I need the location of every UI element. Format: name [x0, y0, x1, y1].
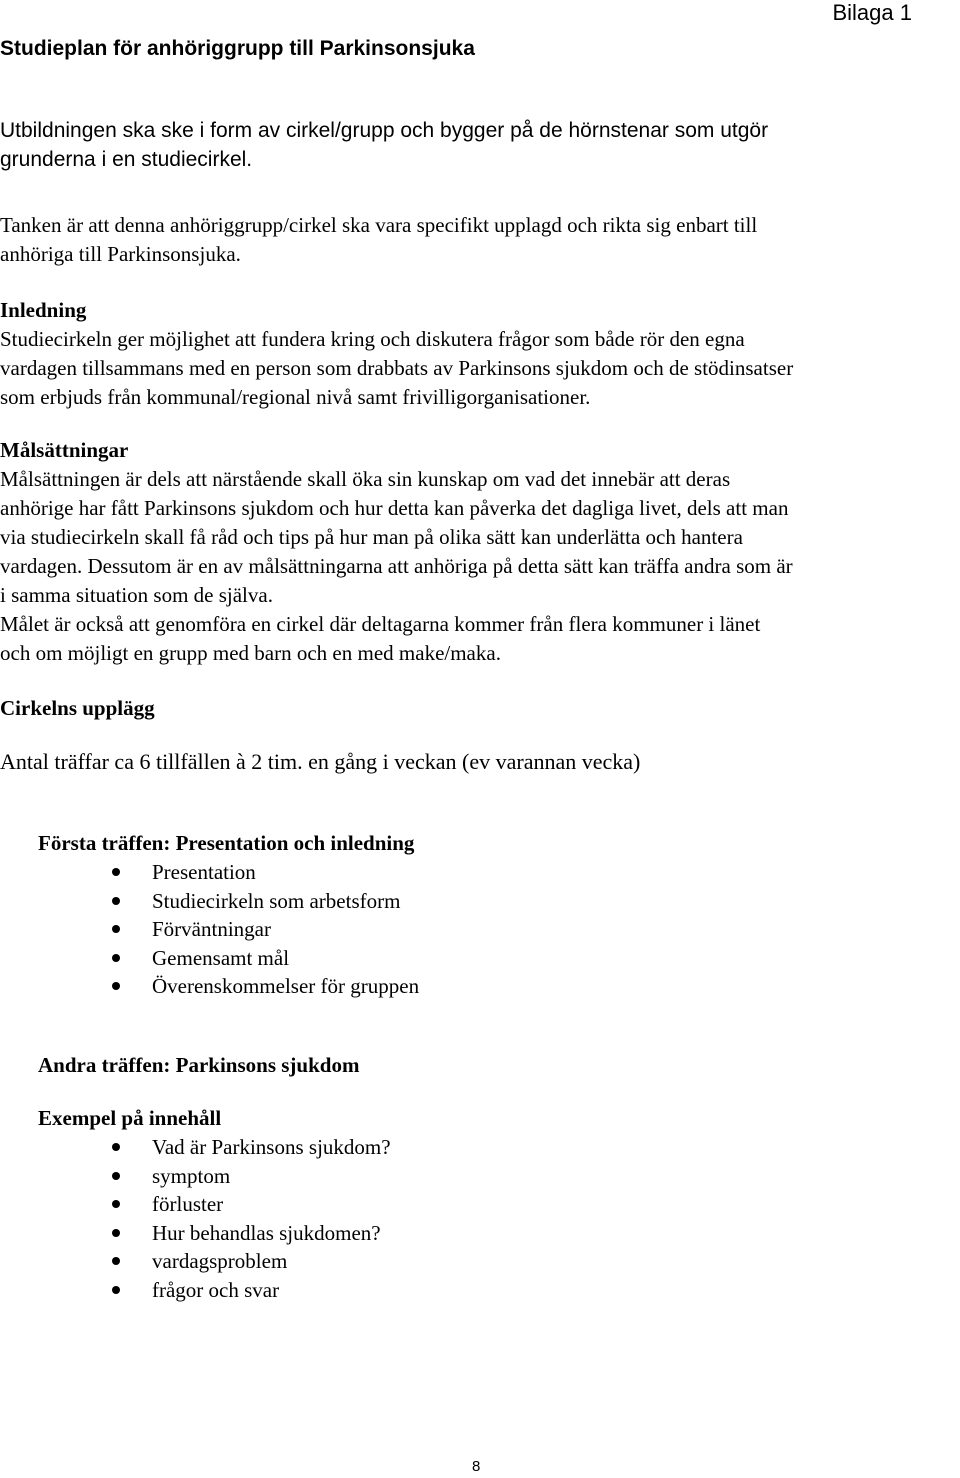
andra-list — [0, 1133, 391, 1304]
list-item — [0, 972, 419, 1001]
bullet-icon — [112, 868, 120, 876]
list-item-label: symptom — [152, 1163, 231, 1188]
forsta-heading: Första träffen: Presentation och inledning — [38, 831, 415, 855]
list-item — [0, 1247, 391, 1276]
bullet-icon — [112, 897, 120, 905]
inledning-line: som erbjuds från kommunal/regional nivå samt frivilligorganisationer. — [0, 385, 591, 409]
intro-line: grunderna i en studiecirkel. — [0, 148, 253, 171]
intro2-line: Tanken är att denna anhöriggrupp/cirkel ska vara specifikt upplagd och rikta sig enbart till — [0, 213, 758, 237]
bullet-icon — [112, 982, 120, 990]
forsta-list — [0, 858, 419, 1001]
bullet-icon — [112, 954, 120, 962]
inledning-line: vardagen tillsammans med en person som drabbats av Parkinsons sjukdom och de stödinsatser — [0, 356, 794, 380]
bullet-icon — [112, 1229, 120, 1237]
malsattningar-line: i samma situation som de själva. — [0, 583, 273, 607]
list-item-label: Förväntningar — [152, 917, 271, 941]
list-item-label: Gemensamt mål — [152, 945, 290, 970]
malsattningar-line: Målsättningen är dels att närstående skall öka sin kunskap om vad det innebär att deras — [0, 467, 731, 491]
inledning-heading: Inledning — [0, 298, 87, 322]
inledning-line: Studiecirkeln ger möjlighet att fundera kring och diskutera frågor som både rör den egna — [0, 327, 745, 351]
intro-line: Utbildningen ska ske i form av cirkel/grupp och bygger på de hörnstenar som utgör — [0, 119, 769, 142]
malsattningar-line: vardagen. Dessutom är en av målsättningarna att anhöriga på detta sätt kan träffa andra som är — [0, 554, 793, 578]
list-item — [0, 1133, 391, 1162]
list-item-label: Presentation — [152, 860, 256, 884]
malsattningar-line: Målet är också att genomföra en cirkel där deltagarna kommer från flera kommuner i länet — [0, 612, 761, 636]
appendix-label: Bilaga 1 — [832, 0, 912, 25]
list-item — [0, 1162, 391, 1191]
bullet-icon — [112, 1172, 120, 1180]
list-item-label: Studiecirkeln som arbetsform — [152, 888, 401, 913]
list-item — [0, 1190, 391, 1219]
bullet-icon — [112, 925, 120, 933]
page-number: 8 — [472, 1458, 481, 1475]
andra-heading: Andra träffen: Parkinsons sjukdom — [38, 1053, 360, 1077]
list-item — [0, 887, 419, 916]
bullet-icon — [112, 1143, 120, 1151]
list-item-label: Överenskommelser för gruppen — [152, 974, 420, 998]
intro2-paragraph — [0, 211, 958, 269]
andra-subheading: Exempel på innehåll — [38, 1106, 222, 1130]
list-item — [0, 858, 419, 887]
intro2-line: anhöriga till Parkinsonsjuka. — [0, 242, 241, 266]
malsattningar-section — [0, 436, 958, 668]
list-item — [0, 944, 419, 973]
list-item — [0, 1219, 391, 1248]
upplagg-text: Antal träffar ca 6 tillfällen à 2 tim. en gång i veckan (ev varannan vecka) — [0, 749, 641, 774]
list-item-label: vardagsproblem — [152, 1249, 288, 1273]
malsattningar-heading: Målsättningar — [0, 438, 129, 462]
malsattningar-line: anhörige har fått Parkinsons sjukdom och hur detta kan påverka det dagliga livet, dels att man — [0, 496, 789, 520]
document-title: Studieplan för anhöriggrupp till Parkinsonsjuka — [0, 37, 475, 60]
bullet-icon — [112, 1257, 120, 1265]
intro-paragraph — [0, 116, 950, 174]
list-item-label: frågor och svar — [152, 1277, 280, 1302]
bullet-icon — [112, 1200, 120, 1208]
upplagg-heading: Cirkelns upplägg — [0, 696, 155, 720]
list-item — [0, 915, 419, 944]
bullet-icon — [112, 1286, 120, 1294]
list-item-label: Vad är Parkinsons sjukdom? — [152, 1135, 391, 1159]
list-item — [0, 1276, 391, 1305]
inledning-section — [0, 296, 958, 412]
malsattningar-line: och om möjligt en grupp med barn och en med make/maka. — [0, 641, 501, 665]
list-item-label: Hur behandlas sjukdomen? — [152, 1220, 381, 1245]
list-item-label: förluster — [152, 1192, 224, 1216]
malsattningar-line: via studiecirkeln skall få råd och tips på hur man på olika sätt kan underlätta och hantera — [0, 525, 743, 549]
